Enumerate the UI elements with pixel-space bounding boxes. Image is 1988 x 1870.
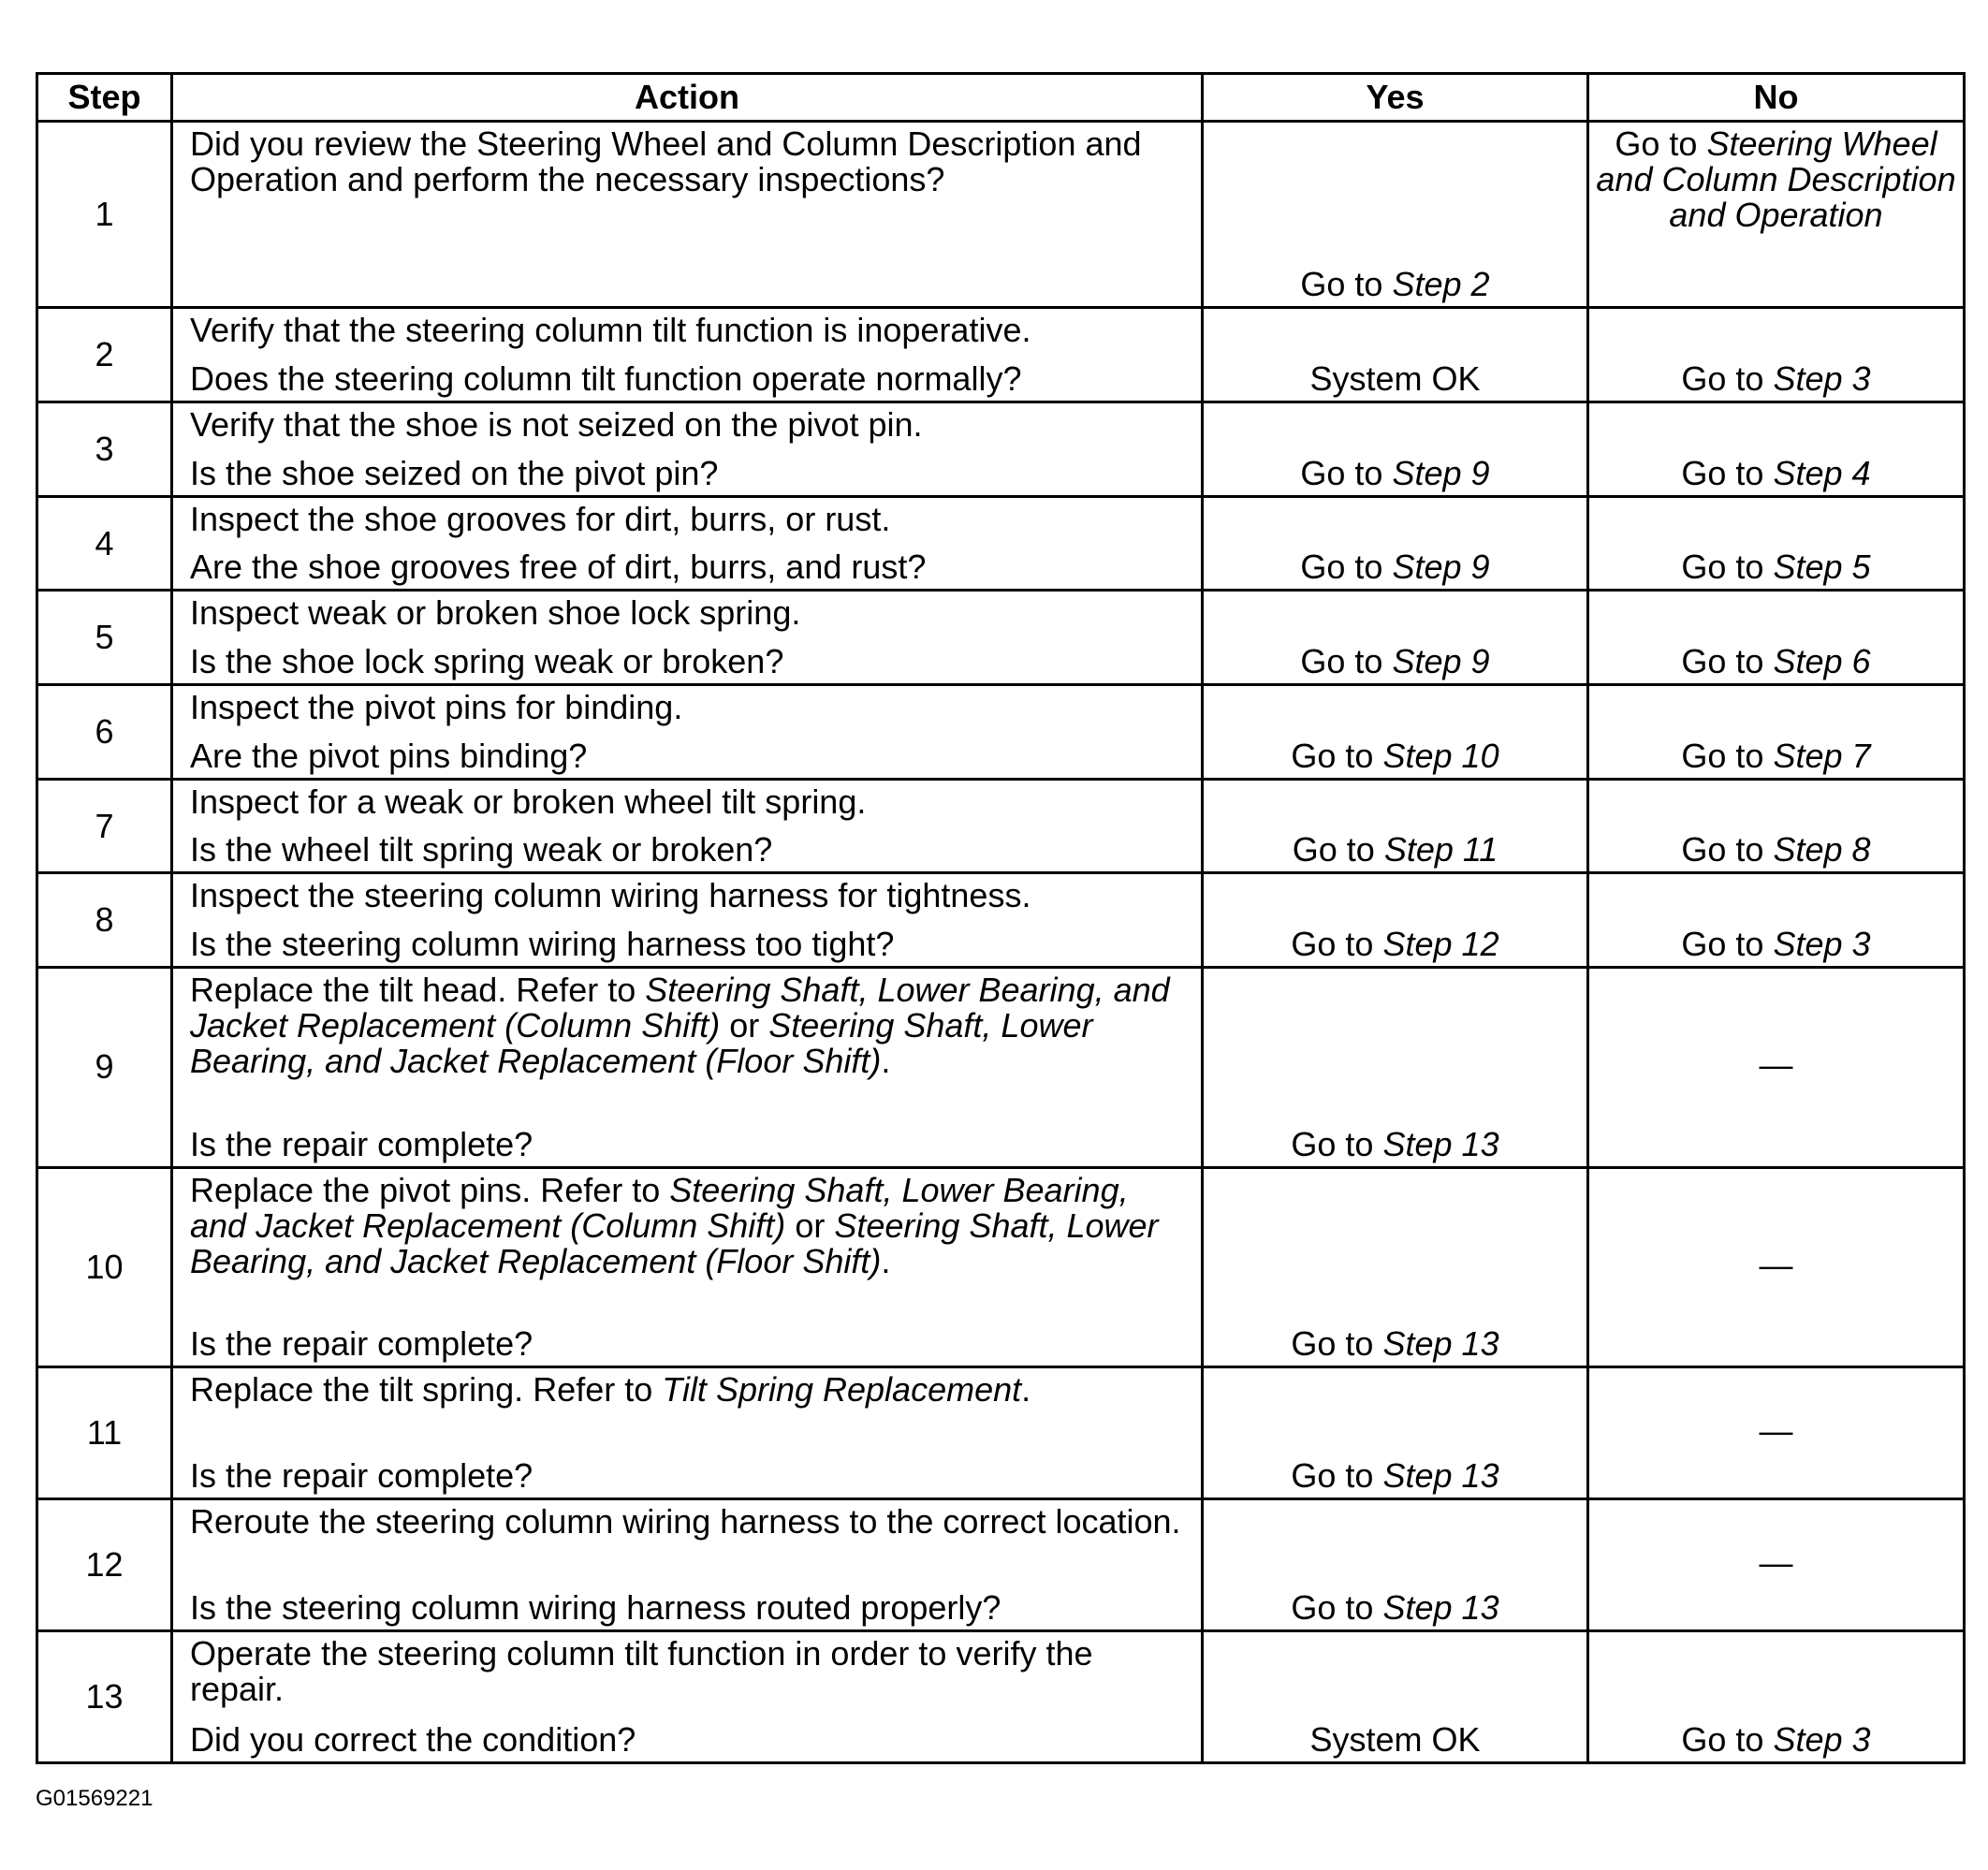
action-cell	[172, 1167, 1203, 1366]
step-reference: Step 10	[1382, 736, 1499, 775]
diagnostic-table	[36, 72, 1966, 1764]
no-result: Go to Step 6	[1588, 591, 1965, 685]
table-row	[37, 779, 1965, 873]
action-cell	[172, 685, 1203, 780]
action-cell	[172, 402, 1203, 497]
header-step: Step	[37, 74, 172, 122]
step-number: 8	[37, 873, 172, 968]
step-number: 5	[37, 591, 172, 685]
step-number: 9	[37, 968, 172, 1167]
table-row	[37, 873, 1965, 968]
step-reference: Step 3	[1773, 359, 1871, 399]
action-cell	[172, 779, 1203, 873]
step-number: 1	[37, 122, 172, 308]
action-instruction: Inspect the pivot pins for binding.	[190, 688, 683, 727]
no-result: Go to Step 3	[1588, 1630, 1965, 1762]
yes-result: Go to Step 12	[1203, 873, 1588, 968]
header-yes: Yes	[1203, 74, 1588, 122]
no-result: Go to Step 7	[1588, 685, 1965, 780]
step-reference: Step 3	[1773, 925, 1871, 964]
procedure-reference: Steering Shaft, Lower Bearing, and Jacket Replacement (Floor Shift)	[190, 1205, 1159, 1280]
step-number: 10	[37, 1167, 172, 1366]
yes-result: Go to Step 13	[1203, 968, 1588, 1167]
step-reference: Step 13	[1382, 1456, 1499, 1496]
action-instruction: Verify that the steering column tilt function is inoperative.	[190, 311, 1031, 350]
action-instruction: Replace the tilt head. Refer to Steering Shaft, Lower Bearing, and Jacket Replacement (Column Shift) or Steering Shaft, Lower Bearing, and Jacket Replacement (Floor Shift).	[190, 971, 1170, 1081]
table-row	[37, 685, 1965, 780]
step-number: 12	[37, 1499, 172, 1631]
step-number: 11	[37, 1367, 172, 1499]
step-reference: Step 11	[1383, 830, 1498, 869]
step-number: 4	[37, 496, 172, 591]
no-result: —	[1588, 1499, 1965, 1631]
table-row	[37, 1630, 1965, 1762]
step-reference: Step 9	[1392, 453, 1490, 492]
action-instruction: Replace the tilt spring. Refer to Tilt Spring Replacement.	[190, 1370, 1031, 1410]
action-instruction: Verify that the shoe is not seized on the pivot pin.	[190, 405, 923, 445]
action-question: Is the steering column wiring harness routed properly?	[190, 1587, 1001, 1627]
step-reference: Step 13	[1382, 1587, 1499, 1627]
no-result: Go to Step 3	[1588, 308, 1965, 402]
step-reference: Step 4	[1773, 453, 1871, 492]
action-cell	[172, 1499, 1203, 1631]
table-row	[37, 591, 1965, 685]
action-instruction: Operate the steering column tilt function in order to verify the repair.	[190, 1633, 1093, 1708]
yes-result: Go to Step 9	[1203, 402, 1588, 497]
action-instruction: Inspect the steering column wiring harness for tightness.	[190, 876, 1031, 915]
step-reference: Step 13	[1382, 1124, 1499, 1163]
yes-result: Go to Step 9	[1203, 496, 1588, 591]
no-result: Go to Step 5	[1588, 496, 1965, 591]
no-result: Go to Steering Wheel and Column Description and Operation	[1588, 122, 1965, 308]
table-row	[37, 402, 1965, 497]
action-cell	[172, 968, 1203, 1167]
header-row	[37, 74, 1965, 122]
action-instruction: Reroute the steering column wiring harness to the correct location.	[190, 1502, 1181, 1541]
action-instruction: Did you review the Steering Wheel and Column Description and Operation and perform the necessary inspections?	[190, 124, 1142, 198]
action-question: Are the shoe grooves free of dirt, burrs, and rust?	[190, 548, 927, 587]
step-reference: Step 5	[1773, 548, 1871, 587]
action-instruction: Inspect weak or broken shoe lock spring.	[190, 593, 801, 633]
table-row	[37, 968, 1965, 1167]
header-action: Action	[172, 74, 1203, 122]
action-instruction: Replace the pivot pins. Refer to Steering Shaft, Lower Bearing, and Jacket Replacement (Column Shift) or Steering Shaft, Lower Bearing, and Jacket Replacement (Floor Shift).	[190, 1170, 1159, 1280]
action-question: Is the repair complete?	[190, 1324, 534, 1364]
action-question: Is the steering column wiring harness too tight?	[190, 925, 895, 964]
no-result: Go to Step 4	[1588, 402, 1965, 497]
table-row	[37, 122, 1965, 308]
step-reference: Step 7	[1773, 736, 1871, 775]
action-question: Is the shoe lock spring weak or broken?	[190, 642, 784, 681]
action-question: Is the wheel tilt spring weak or broken?	[190, 830, 773, 869]
action-question: Does the steering column tilt function operate normally?	[190, 359, 1022, 399]
table-row	[37, 1499, 1965, 1631]
step-reference: Step 8	[1773, 830, 1871, 869]
step-reference: Step 13	[1382, 1324, 1499, 1364]
yes-result: System OK	[1203, 1630, 1588, 1762]
yes-result: Go to Step 10	[1203, 685, 1588, 780]
header-no: No	[1588, 74, 1965, 122]
action-instruction: Inspect for a weak or broken wheel tilt spring.	[190, 782, 867, 821]
step-reference: Step 9	[1392, 548, 1490, 587]
table-row	[37, 1167, 1965, 1366]
step-reference: Step 6	[1773, 642, 1871, 681]
action-cell	[172, 122, 1203, 308]
no-result: —	[1588, 968, 1965, 1167]
step-number: 13	[37, 1630, 172, 1762]
step-number: 7	[37, 779, 172, 873]
yes-result: Go to Step 13	[1203, 1167, 1588, 1366]
procedure-reference: Steering Shaft, Lower Bearing, and Jacket Replacement (Column Shift)	[190, 971, 1170, 1045]
action-cell	[172, 496, 1203, 591]
step-reference: Step 9	[1392, 642, 1490, 681]
procedure-reference: Steering Shaft, Lower Bearing, and Jacket Replacement (Floor Shift)	[190, 1006, 1093, 1081]
action-instruction: Inspect the shoe grooves for dirt, burrs, or rust.	[190, 499, 891, 538]
step-number: 3	[37, 402, 172, 497]
step-number: 6	[37, 685, 172, 780]
yes-result: Go to Step 13	[1203, 1367, 1588, 1499]
yes-result: Go to Step 13	[1203, 1499, 1588, 1631]
yes-result: Go to Step 11	[1203, 779, 1588, 873]
no-result: Go to Step 3	[1588, 873, 1965, 968]
action-cell	[172, 873, 1203, 968]
step-reference: Step 12	[1382, 925, 1499, 964]
table-row	[37, 496, 1965, 591]
yes-result: System OK	[1203, 308, 1588, 402]
action-cell	[172, 308, 1203, 402]
action-question: Did you correct the condition?	[190, 1720, 636, 1759]
step-reference: Step 2	[1392, 265, 1490, 304]
action-cell	[172, 1630, 1203, 1762]
yes-result: Go to Step 2	[1203, 122, 1588, 308]
no-result: —	[1588, 1367, 1965, 1499]
action-question: Is the repair complete?	[190, 1124, 534, 1163]
no-result: Go to Step 8	[1588, 779, 1965, 873]
procedure-reference: Tilt Spring Replacement	[662, 1370, 1022, 1410]
figure-id: G01569221	[36, 1786, 153, 1811]
procedure-reference: Steering Shaft, Lower Bearing, and Jacket Replacement (Column Shift)	[190, 1170, 1129, 1245]
step-number: 2	[37, 308, 172, 402]
no-result: —	[1588, 1167, 1965, 1366]
table-row	[37, 1367, 1965, 1499]
action-question: Is the repair complete?	[190, 1456, 534, 1496]
action-cell	[172, 591, 1203, 685]
table-row	[37, 308, 1965, 402]
yes-result: Go to Step 9	[1203, 591, 1588, 685]
step-reference: Steering Wheel and Column Description and Operation	[1596, 124, 1956, 234]
action-question: Are the pivot pins binding?	[190, 736, 588, 775]
action-cell	[172, 1367, 1203, 1499]
step-reference: Step 3	[1773, 1720, 1871, 1759]
action-question: Is the shoe seized on the pivot pin?	[190, 453, 719, 492]
